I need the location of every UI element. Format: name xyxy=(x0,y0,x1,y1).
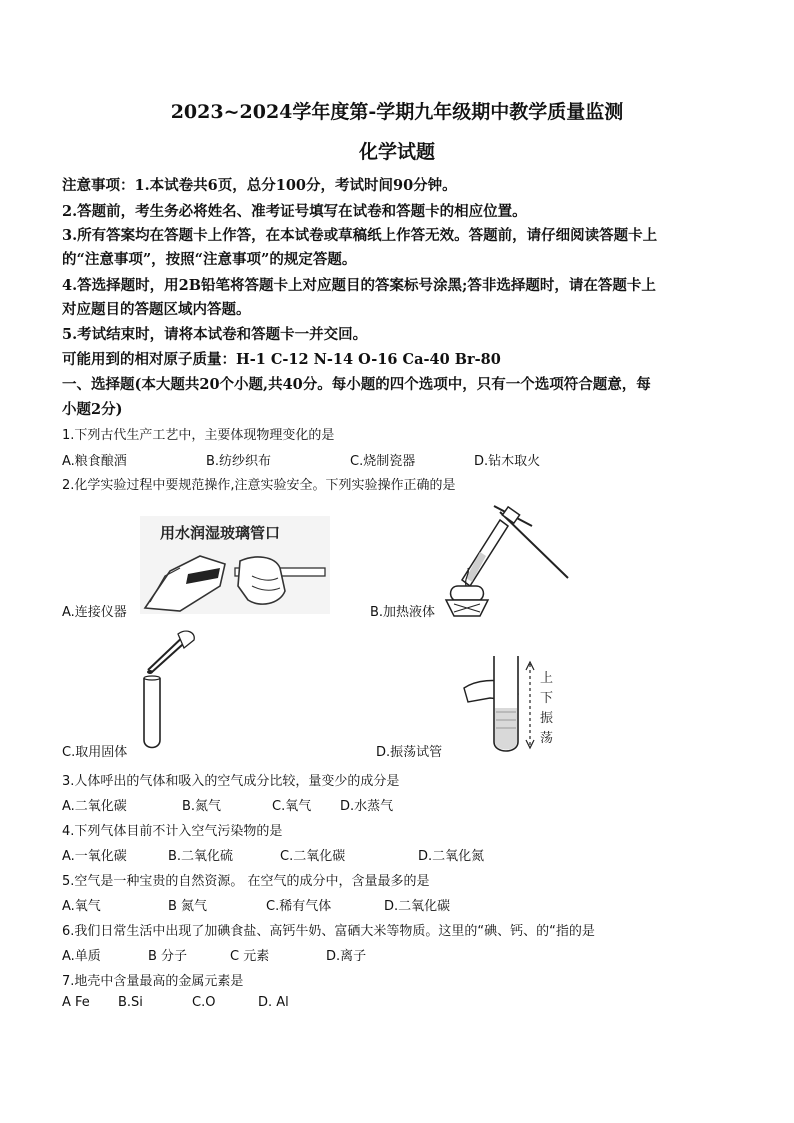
shake-label-3: 振 xyxy=(540,711,554,726)
page-subtitle: 化学试题 xyxy=(358,141,435,163)
q4-option-b: B.二氧化硫 xyxy=(168,849,234,864)
q4-option-d: D.二氧化氮 xyxy=(418,849,485,864)
q7-option-a: A Fe xyxy=(62,995,90,1010)
q2-option-d: D.振荡试管 xyxy=(376,745,443,760)
shake-label-2: 下 xyxy=(540,691,554,706)
note-line-4: 的“注意事项”，按照“注意事项”的规定答题。 xyxy=(62,251,357,268)
q7-stem: 7.地壳中含量最高的金属元素是 xyxy=(62,974,244,989)
note-line-1: 注意事项：1.本试卷共6页，总分100分，考试时间90分钟。 xyxy=(62,177,457,194)
q1-option-a: A.粮食酿酒 xyxy=(62,454,127,469)
q7-option-c: C.O xyxy=(192,995,216,1010)
q1-option-b: B.纺纱织布 xyxy=(206,454,272,469)
q2-option-a: A.连接仪器 xyxy=(62,605,127,620)
q3-option-a: A.二氧化碳 xyxy=(62,799,127,814)
page-title: 2023~2024学年度第-学期九年级期中教学质量监测 xyxy=(170,101,624,123)
q7-option-b: B.Si xyxy=(118,995,143,1010)
q1-option-c: C.烧制瓷器 xyxy=(350,454,416,469)
connect-apparatus-image xyxy=(140,516,330,614)
q2-option-b: B.加热液体 xyxy=(370,605,436,620)
q1-stem: 1.下列古代生产工艺中，主要体现物理变化的是 xyxy=(62,428,335,443)
section-heading-cont: 小题2分) xyxy=(62,401,123,418)
shake-label-1: 上 xyxy=(540,671,554,686)
q3-option-c: C.氧气 xyxy=(272,799,312,814)
q2-option-c: C.取用固体 xyxy=(62,745,128,760)
q5-option-a: A.氧气 xyxy=(62,899,101,914)
q6-option-b: B 分子 xyxy=(148,949,188,964)
note-line-2: 2.答题前，考生务必将姓名、准考证号填写在试卷和答题卡的相应位置。 xyxy=(62,203,527,220)
q6-option-c: C 元素 xyxy=(230,949,270,964)
q5-option-c: C.稀有气体 xyxy=(266,899,332,914)
q5-stem: 5.空气是一种宝贵的自然资源。 在空气的成分中，含量最多的是 xyxy=(62,874,430,889)
q4-stem: 4.下列气体目前不计入空气污染物的是 xyxy=(62,824,283,839)
q2-stem: 2.化学实验过程中要规范操作,注意实验安全。下列实验操作正确的是 xyxy=(62,478,456,493)
q5-option-d: D.二氧化碳 xyxy=(384,899,451,914)
q3-stem: 3.人体呼出的气体和吸入的空气成分比较，量变少的成分是 xyxy=(62,774,400,789)
q5-option-b: B 氮气 xyxy=(168,899,208,914)
note-line-6: 对应题目的答题区域内答题。 xyxy=(62,301,251,318)
q6-stem: 6.我们日常生活中出现了加碘食盐、高钙牛奶、富硒大米等物质。这里的“碘、钙、的“指的是 xyxy=(62,924,595,939)
q3-option-d: D.水蒸气 xyxy=(340,799,394,814)
shake-label-4: 荡 xyxy=(540,731,554,746)
q6-option-d: D.离子 xyxy=(326,949,367,964)
taking-solid-image xyxy=(140,628,200,750)
q4-option-c: C.二氧化碳 xyxy=(280,849,346,864)
q2-image-caption: 用水润湿玻璃管口 xyxy=(160,524,281,542)
q3-option-b: B.氮气 xyxy=(182,799,222,814)
q4-option-a: A.一氧化碳 xyxy=(62,849,127,864)
section-heading: 一、选择题(本大题共20个小题,共40分。每小题的四个选项中，只有一个选项符合题意，每 xyxy=(62,376,651,393)
q7-option-d: D. Al xyxy=(258,995,289,1010)
q1-option-d: D.钻木取火 xyxy=(474,454,541,469)
heating-liquid-image xyxy=(440,500,570,618)
atomic-mass-line: 可能用到的相对原子质量：H-1 C-12 N-14 O-16 Ca-40 Br-80 xyxy=(62,351,501,368)
note-line-5: 4.答选择题时，用2B铅笔将答题卡上对应题目的答案标号涂黑;答非选择题时，请在答题卡上 xyxy=(62,277,656,294)
note-line-7: 5.考试结束时，请将本试卷和答题卡一并交回。 xyxy=(62,326,368,343)
shaking-tube-image xyxy=(460,650,570,756)
note-line-3: 3.所有答案均在答题卡上作答，在本试卷或草稿纸上作答无效。答题前，请仔细阅读答题卡上 xyxy=(62,227,658,244)
q6-option-a: A.单质 xyxy=(62,949,101,964)
